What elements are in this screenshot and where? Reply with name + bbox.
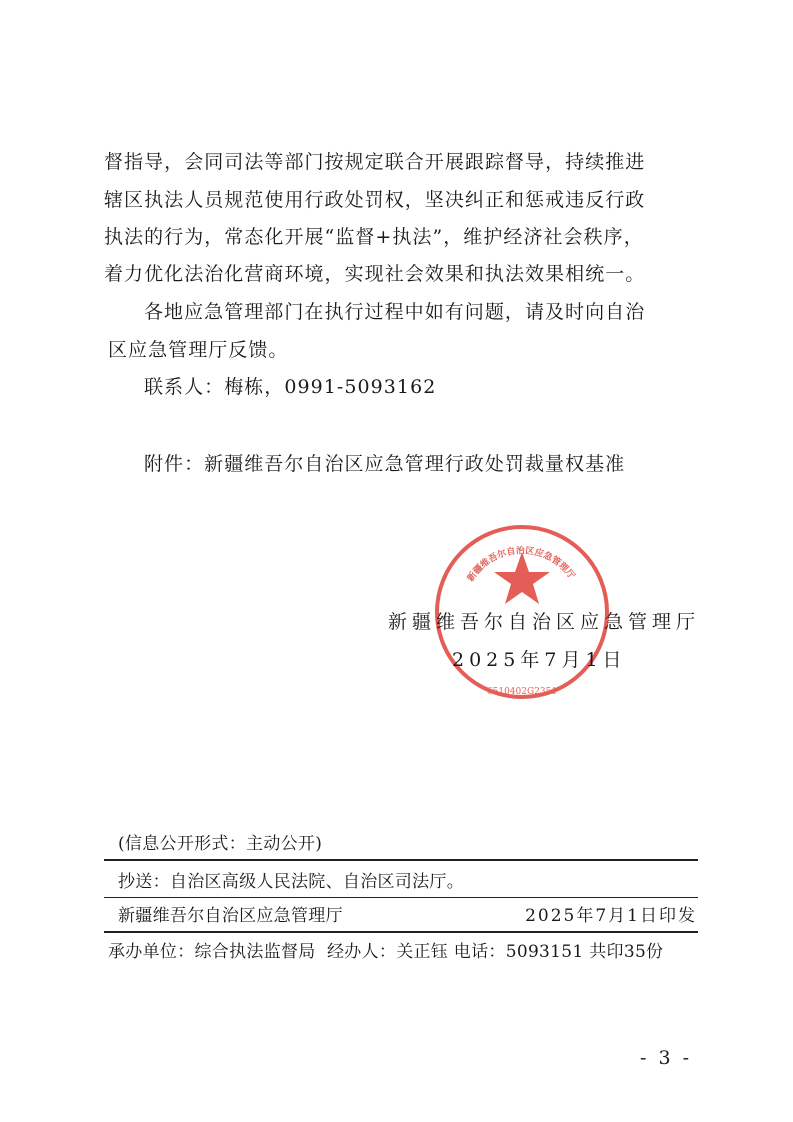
seal-text: 新疆维吾尔自治区应急管理厅	[466, 546, 577, 584]
divider	[104, 859, 698, 861]
contact-line: 联系人：梅栋，0991-5093162	[144, 376, 437, 398]
text-line: 着力优化法治化营商环境，实现社会效果和执法效果相统一。	[104, 263, 646, 285]
cc-line: 抄送：自治区高级人民法院、自治区司法厅。	[118, 872, 464, 892]
issuer: 新疆维吾尔自治区应急管理厅	[118, 906, 343, 926]
text-line: 区应急管理厅反馈。	[108, 339, 289, 361]
attachment-line: 附件：新疆维吾尔自治区应急管理行政处罚裁量权基准	[144, 453, 626, 475]
divider	[104, 897, 698, 898]
disclosure-form: (信息公开形式：主动公开)	[118, 834, 323, 854]
handler-line: 承办单位：综合执法监督局 经办人：关正钰 电话：5093151 共印35份	[108, 942, 664, 962]
text-line: 辖区执法人员规范使用行政处罚权，坚决纠正和惩戒违反行政	[104, 189, 646, 211]
text-line: 执法的行为，常态化开展“监督+执法”，维护经济社会秩序，	[104, 226, 644, 248]
signature-org: 新疆维吾尔自治区应急管理厅	[388, 611, 701, 633]
text-line: 各地应急管理部门在执行过程中如有问题，请及时向自治	[144, 301, 646, 323]
divider	[104, 931, 698, 933]
page-number: - 3 -	[640, 1047, 693, 1069]
signature-date: 2025年7月1日	[452, 649, 627, 671]
issue-date: 2025年7月1日印发	[525, 906, 697, 926]
seal-number: 6510402G2351	[486, 687, 558, 697]
text-line: 督指导，会同司法等部门按规定联合开展跟踪督导，持续推进	[104, 151, 646, 173]
